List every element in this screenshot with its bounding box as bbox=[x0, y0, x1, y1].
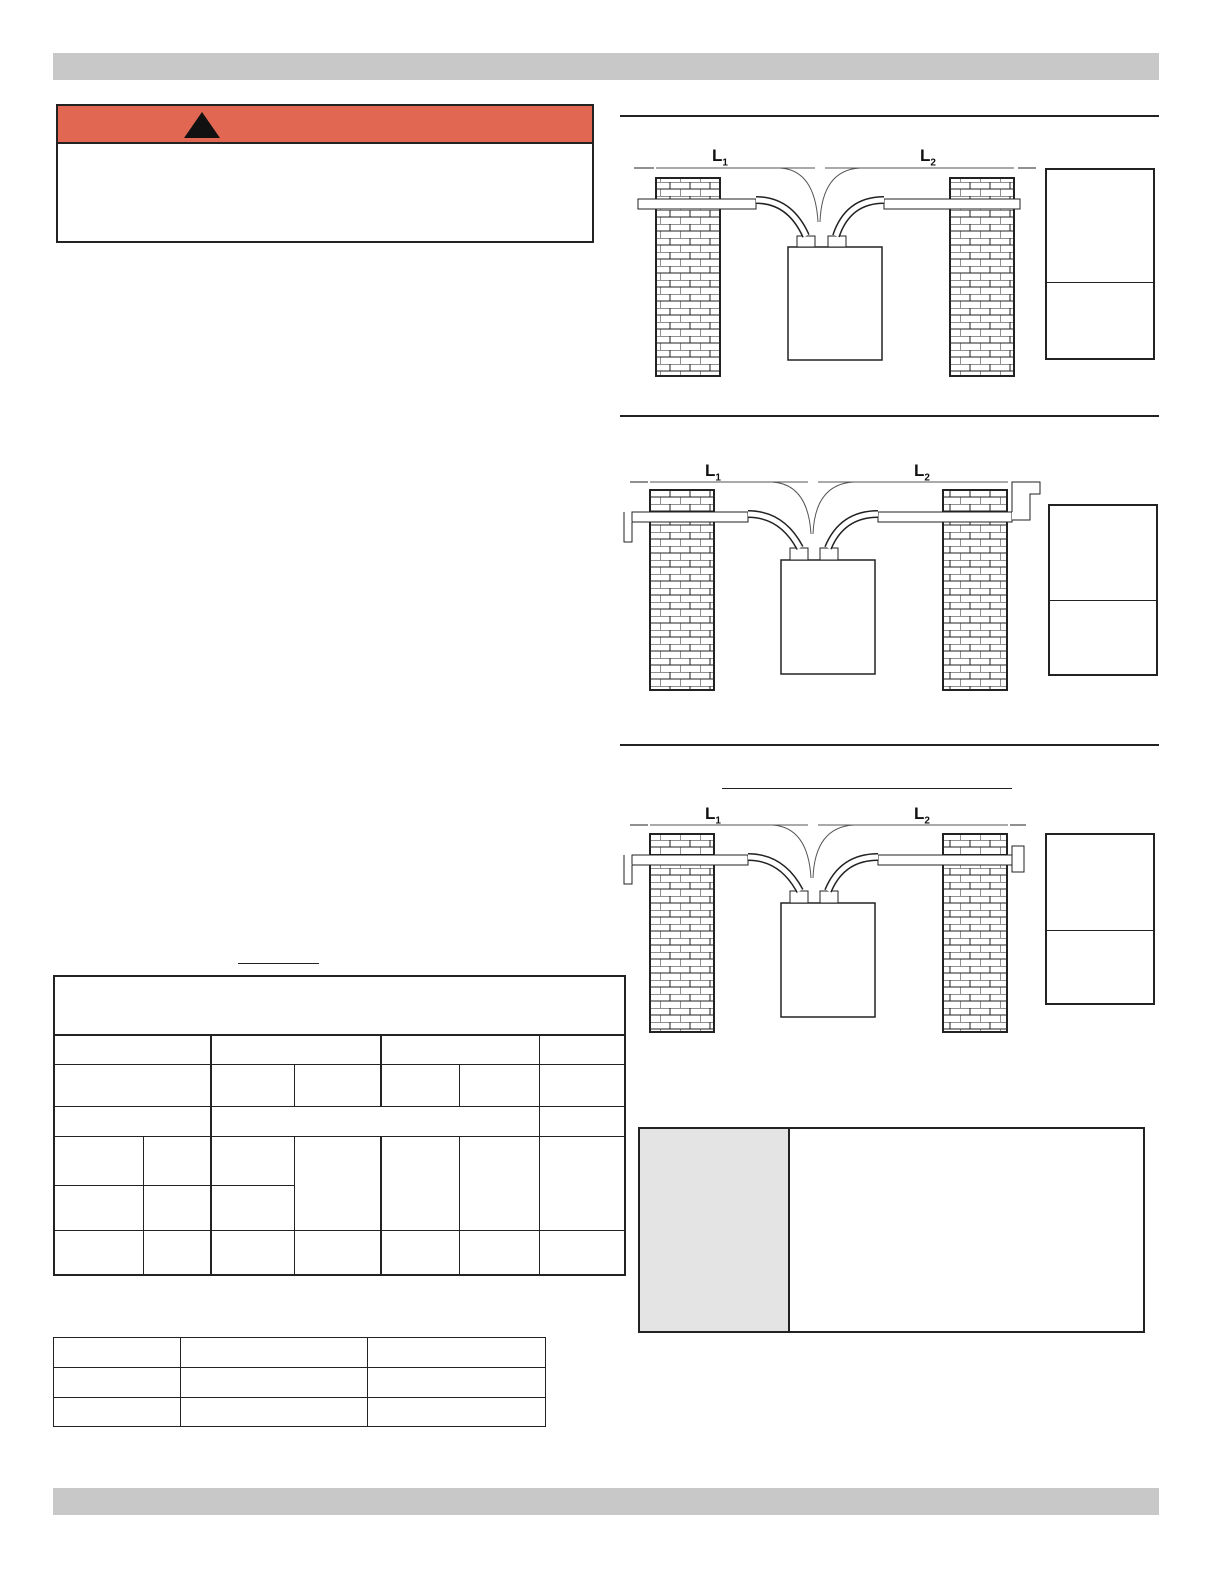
table-col-divider bbox=[143, 1136, 144, 1274]
table-col-divider bbox=[459, 1064, 460, 1106]
small-table bbox=[53, 1337, 546, 1427]
table-col-divider bbox=[380, 1136, 382, 1274]
table-col-divider bbox=[294, 1064, 295, 1106]
fig3-label-l1: $L_1$ bbox=[705, 804, 721, 827]
table-title-underline bbox=[238, 963, 319, 964]
table-col-divider bbox=[210, 1034, 212, 1274]
table-col-divider bbox=[539, 1034, 540, 1274]
table-col-divider bbox=[294, 1136, 295, 1274]
fig3-label-l2: $L_2$ bbox=[914, 804, 930, 827]
fig1-label-l2: $L_2$ bbox=[920, 146, 936, 169]
table-col-divider bbox=[380, 1034, 382, 1106]
table-row-divider bbox=[210, 1185, 294, 1186]
fig3-legend-box bbox=[1045, 833, 1155, 1005]
main-table bbox=[53, 975, 626, 1276]
info-box-label-cell bbox=[640, 1129, 788, 1331]
fig1-label-l1: $L_1$ bbox=[712, 146, 728, 169]
table-col-divider bbox=[459, 1136, 460, 1274]
fig2-label-l1: $L_1$ bbox=[705, 461, 721, 484]
fig2-label-l2: $L_2$ bbox=[914, 461, 930, 484]
info-box bbox=[638, 1127, 1145, 1333]
